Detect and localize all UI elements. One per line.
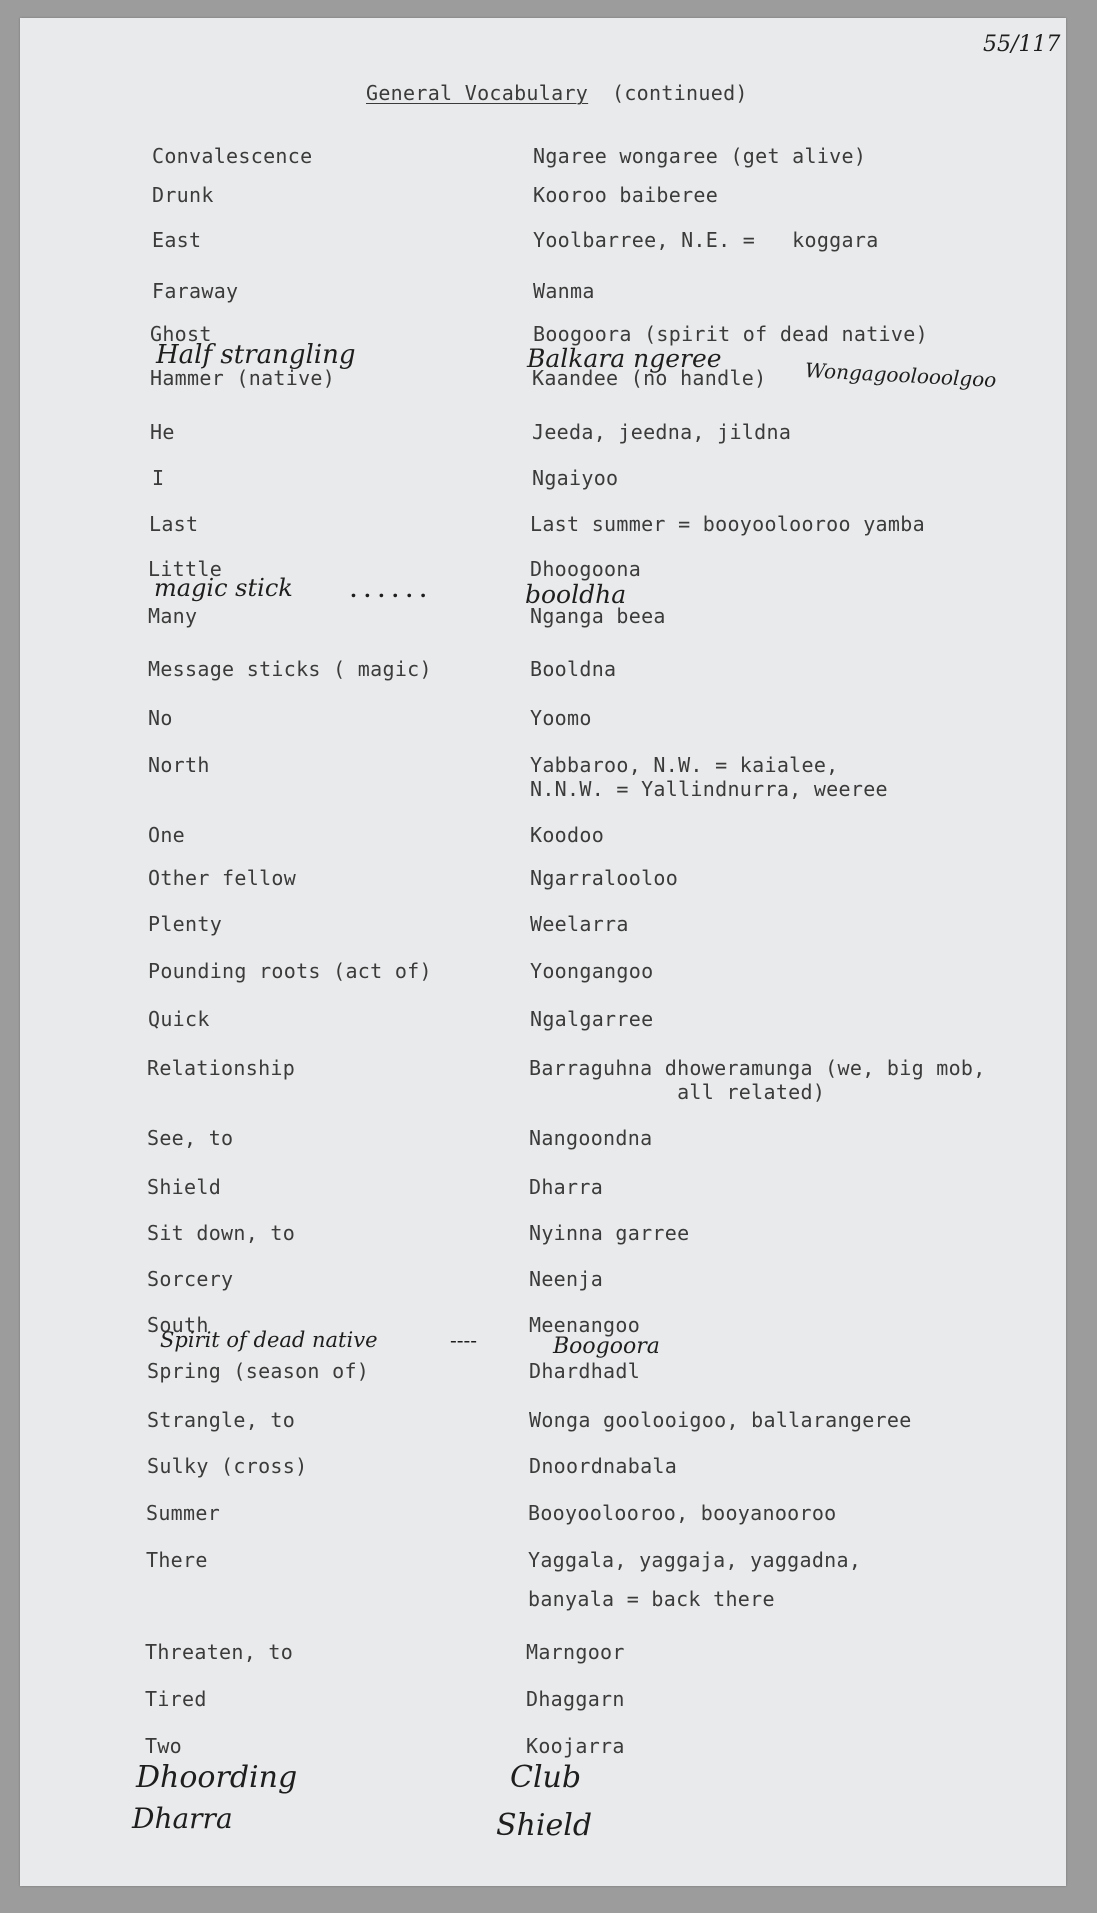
entry-native: Ngaree wongaree (get alive) xyxy=(533,144,867,168)
entry-english: South xyxy=(147,1313,209,1337)
annotation-magic-stick: magic stick xyxy=(154,574,293,602)
entry-native: Dnoordnabala xyxy=(529,1454,678,1478)
entry-native-continued: banyala = back there xyxy=(528,1587,775,1611)
annotation-club: Club xyxy=(510,1760,582,1795)
entry-native: Last summer = booyoolooroo yamba xyxy=(530,512,925,536)
entry-english: No xyxy=(148,706,173,730)
entry-native: Booyoolooroo, booyanooroo xyxy=(528,1501,837,1525)
entry-english: Drunk xyxy=(152,183,214,207)
page-title: General Vocabulary xyxy=(366,81,589,105)
annotation-magic-stick-dots: . . . . . . xyxy=(350,578,427,602)
entry-native: Ngarralooloo xyxy=(530,866,679,890)
entry-native: Koodoo xyxy=(530,823,605,847)
entry-native: Yoolbarree, N.E. = koggara xyxy=(533,228,879,252)
entry-english: I xyxy=(152,466,165,490)
entry-native-continued: all related) xyxy=(529,1080,826,1104)
page-title-suffix: (continued) xyxy=(612,81,748,105)
entry-native: Kaandee (no handle) xyxy=(532,366,767,390)
entry-english: Message sticks ( magic) xyxy=(148,657,432,681)
entry-english: Two xyxy=(145,1734,183,1758)
entry-native: Dhaggarn xyxy=(526,1687,625,1711)
entry-english: Tired xyxy=(145,1687,207,1711)
entry-english: Threaten, to xyxy=(145,1640,294,1664)
entry-native: Yoomo xyxy=(530,706,592,730)
entry-english: Other fellow xyxy=(148,866,297,890)
entry-native: Boogoora (spirit of dead native) xyxy=(533,322,928,346)
entry-english: Pounding roots (act of) xyxy=(148,959,432,983)
entry-english: Relationship xyxy=(147,1056,296,1080)
entry-native: Dharra xyxy=(529,1175,604,1199)
entry-english: North xyxy=(148,753,210,777)
entry-english: He xyxy=(150,420,175,444)
entry-english: Shield xyxy=(147,1175,222,1199)
entry-english: Sit down, to xyxy=(147,1221,296,1245)
annotation-wongagoolgoo: Wongagoolooolgoo xyxy=(804,358,997,393)
entry-native: Nganga beea xyxy=(530,604,666,628)
annotation-dhoording: Dhoording xyxy=(136,1760,298,1795)
page-number: 55/117 xyxy=(983,32,1061,57)
entry-english: Hammer (native) xyxy=(150,366,336,390)
entry-native: Jeeda, jeedna, jildna xyxy=(532,420,792,444)
entry-english: Plenty xyxy=(148,912,223,936)
entry-english: Ghost xyxy=(150,322,212,346)
document-page xyxy=(20,18,1066,1886)
entry-native: Meenangoo xyxy=(529,1313,641,1337)
entry-english: Strangle, to xyxy=(147,1408,296,1432)
entry-native: Kooroo baiberee xyxy=(533,183,719,207)
entry-native: Neenja xyxy=(529,1267,604,1291)
annotation-boogoora: Boogoora xyxy=(553,1334,660,1359)
entry-english: Sorcery xyxy=(147,1267,234,1291)
entry-native: Wanma xyxy=(533,279,595,303)
entry-native: Yaggala, yaggaja, yaggadna, xyxy=(528,1548,862,1572)
entry-english: One xyxy=(148,823,186,847)
entry-native: Yabbaroo, N.W. = kaialee, xyxy=(530,753,839,777)
annotation-spirit-dash: ---- xyxy=(450,1328,478,1352)
entry-english: Quick xyxy=(148,1007,210,1031)
entry-english: East xyxy=(152,228,202,252)
entry-native: Marngoor xyxy=(526,1640,625,1664)
entry-native: Weelarra xyxy=(530,912,629,936)
entry-english: Many xyxy=(148,604,198,628)
entry-native: Barraguhna dhoweramunga (we, big mob, xyxy=(529,1056,986,1080)
entry-english: Little xyxy=(148,557,223,581)
annotation-balkara: Balkara ngeree xyxy=(527,344,722,373)
annotation-spirit-dead-native: Spirit of dead native xyxy=(160,1328,378,1352)
annotation-dharra: Dharra xyxy=(132,1802,233,1835)
entry-native: Booldna xyxy=(530,657,617,681)
entry-native: Koojarra xyxy=(526,1734,625,1758)
annotation-booldha: booldha xyxy=(525,580,627,609)
entry-english: Spring (season of) xyxy=(147,1359,370,1383)
entry-english: Sulky (cross) xyxy=(147,1454,308,1478)
entry-native: Ngaiyoo xyxy=(532,466,619,490)
annotation-half-strangling: Half strangling xyxy=(156,340,356,370)
entry-native-continued: N.N.W. = Yallindnurra, weeree xyxy=(530,777,888,801)
annotation-shield: Shield xyxy=(496,1808,593,1843)
entry-english: Convalescence xyxy=(152,144,313,168)
entry-native: Nangoondna xyxy=(529,1126,653,1150)
entry-native: Yoongangoo xyxy=(530,959,654,983)
entry-native: Wonga goolooigoo, ballarangeree xyxy=(529,1408,912,1432)
entry-native: Dhoogoona xyxy=(530,557,642,581)
entry-english: There xyxy=(146,1548,208,1572)
entry-native: Nyinna garree xyxy=(529,1221,690,1245)
entry-english: Last xyxy=(149,512,199,536)
entry-english: Summer xyxy=(146,1501,221,1525)
entry-native: Ngalgarree xyxy=(530,1007,654,1031)
entry-native: Dhardhadl xyxy=(529,1359,641,1383)
entry-english: See, to xyxy=(147,1126,234,1150)
entry-english: Faraway xyxy=(152,279,239,303)
